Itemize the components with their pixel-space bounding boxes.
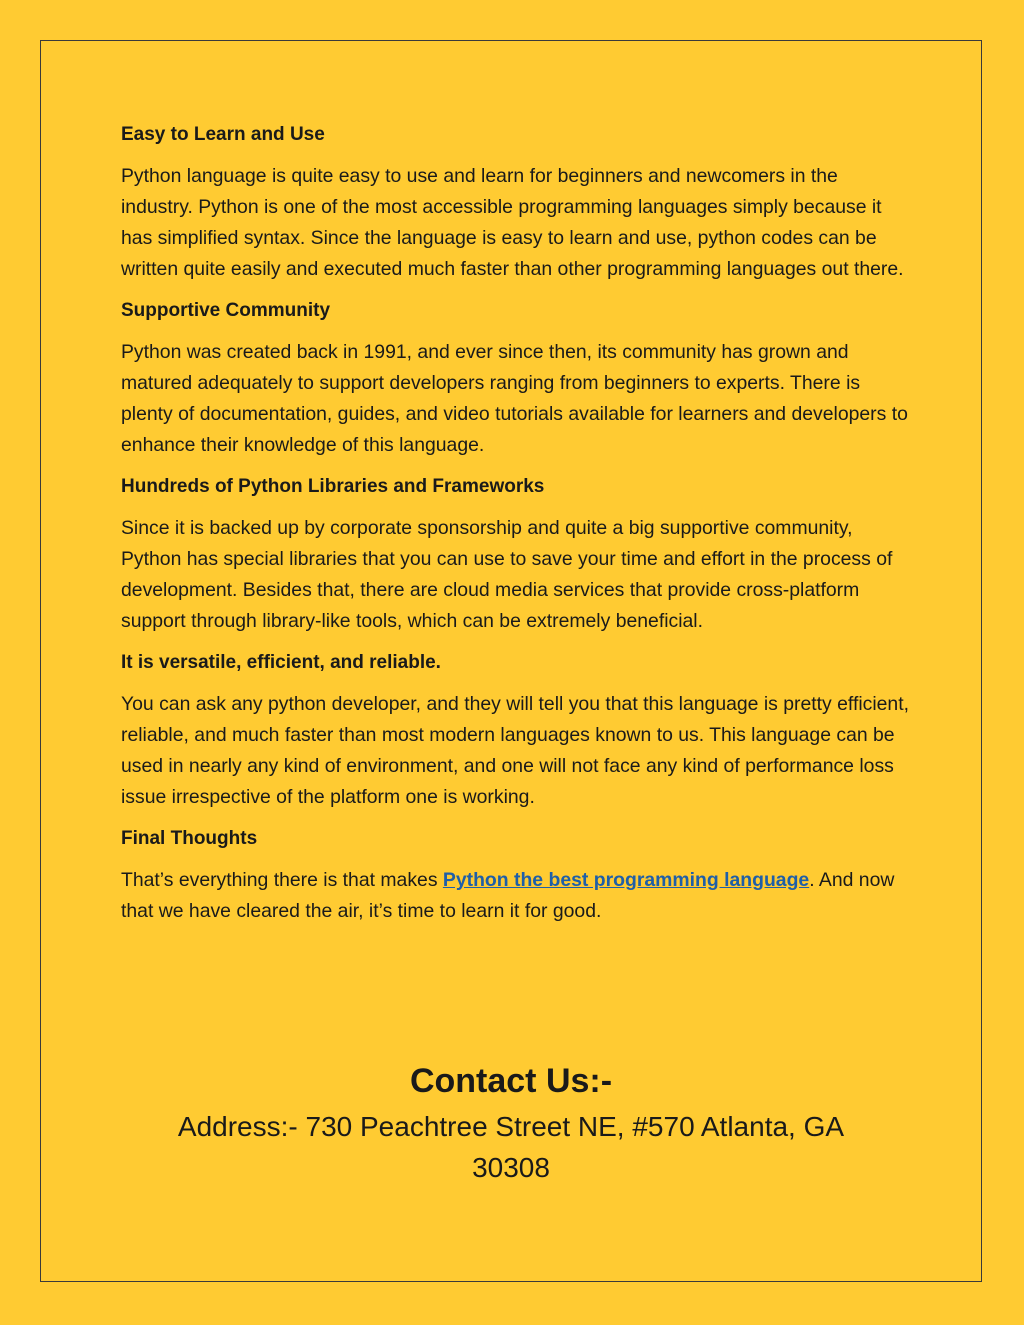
- best-language-link[interactable]: Python the best programming language: [442, 869, 810, 891]
- final-thoughts-text-after: . And now that we have cleared the air, it’s time to learn it for good.: [121, 869, 895, 922]
- heading-supportive-community: Supportive Community: [121, 300, 331, 321]
- heading-easy-to-learn: Easy to Learn and Use: [121, 124, 325, 145]
- heading-versatile: It is versatile, efficient, and reliable.: [121, 652, 441, 673]
- contact-section: [40, 1058, 982, 1188]
- contact-title: Contact Us:-: [409, 1062, 613, 1100]
- paragraph-easy-to-learn: Python language is quite easy to use and learn for beginners and newcomers in the industry. Python is one of the most accessible programming languages simply because it has simplified syntax. Since the language is easy to learn and use, python codes can be written quite easily and executed much faster than other programming languages out there.: [121, 165, 904, 280]
- final-thoughts-text-before: That’s everything there is that makes: [121, 869, 443, 891]
- paragraph-supportive-community: Python was created back in 1991, and ever since then, its community has grown and matured adequately to support developers ranging from beginners to experts. There is plenty of documentation, guides, and video tutorials available for learners and developers to enhance their knowledge of this language.: [121, 341, 908, 456]
- contact-address: Address:- 730 Peachtree Street NE, #570 Atlanta, GA 30308: [177, 1111, 845, 1183]
- article-content: [121, 120, 911, 938]
- paragraph-final-thoughts: [121, 865, 911, 927]
- paragraph-libraries-frameworks: Since it is backed up by corporate sponsorship and quite a big supportive community, Python has special libraries that you can use to save your time and effort in the process of development. Besides that, there are cloud media services that provide cross-platform support through library-like tools, which can be extremely beneficial.: [121, 517, 893, 632]
- heading-final-thoughts: Final Thoughts: [121, 828, 258, 849]
- paragraph-versatile: You can ask any python developer, and they will tell you that this language is pretty efficient, reliable, and much faster than most modern languages known to us. This language can be used in nearly any kind of environment, and one will not face any kind of performance loss issue irrespective of the platform one is working.: [121, 693, 909, 808]
- heading-libraries-frameworks: Hundreds of Python Libraries and Frameworks: [121, 476, 545, 497]
